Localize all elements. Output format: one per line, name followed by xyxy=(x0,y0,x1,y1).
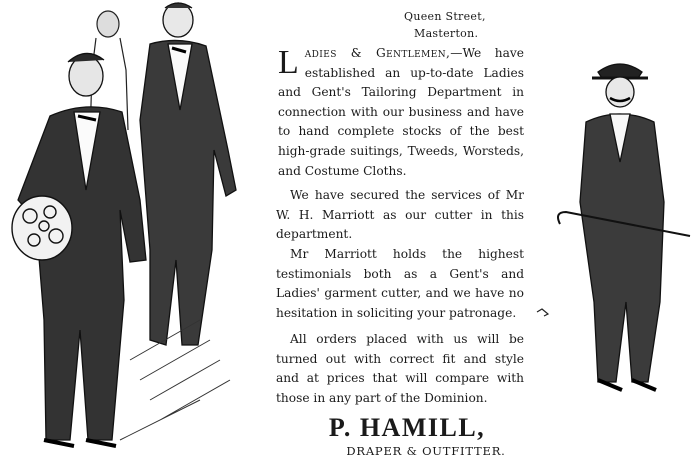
address-street: Queen Street, xyxy=(404,10,486,23)
testimonials-paragraph: Mr Marriott holds the highest testimonials both as a Gent's and Ladies' garment cutter, and we have no hesitation in soliciting your patronage. xyxy=(276,247,524,320)
address-town: Masterton. xyxy=(414,27,479,40)
gentleman-bowler-hat-illustration xyxy=(540,52,700,422)
intro-paragraph xyxy=(278,44,524,181)
address-block xyxy=(404,8,504,42)
intro-text: —We have established an up-to-date Ladies and Gent's Tailoring Department in connection with our business and have to hand complete stocks of the best high-grade suitings, Tweeds, Worsteds, and Costume Cloths. xyxy=(278,46,524,178)
gentlemen-evening-dress-illustration xyxy=(0,0,262,466)
orders-paragraph: All orders placed with us will be turned out with correct fit and style and at prices that will compare with those in any part of the Dominion. xyxy=(276,332,524,405)
cutter-paragraph: We have secured the services of Mr W. H. Marriott as our cutter in this department. xyxy=(276,188,524,242)
firm-trade: DRAPER & OUTFITTER. xyxy=(346,444,506,458)
drop-cap: L xyxy=(278,44,299,81)
firm-name: P. HAMILL, xyxy=(328,413,486,442)
salutation: adies & Gentlemen, xyxy=(304,46,451,60)
